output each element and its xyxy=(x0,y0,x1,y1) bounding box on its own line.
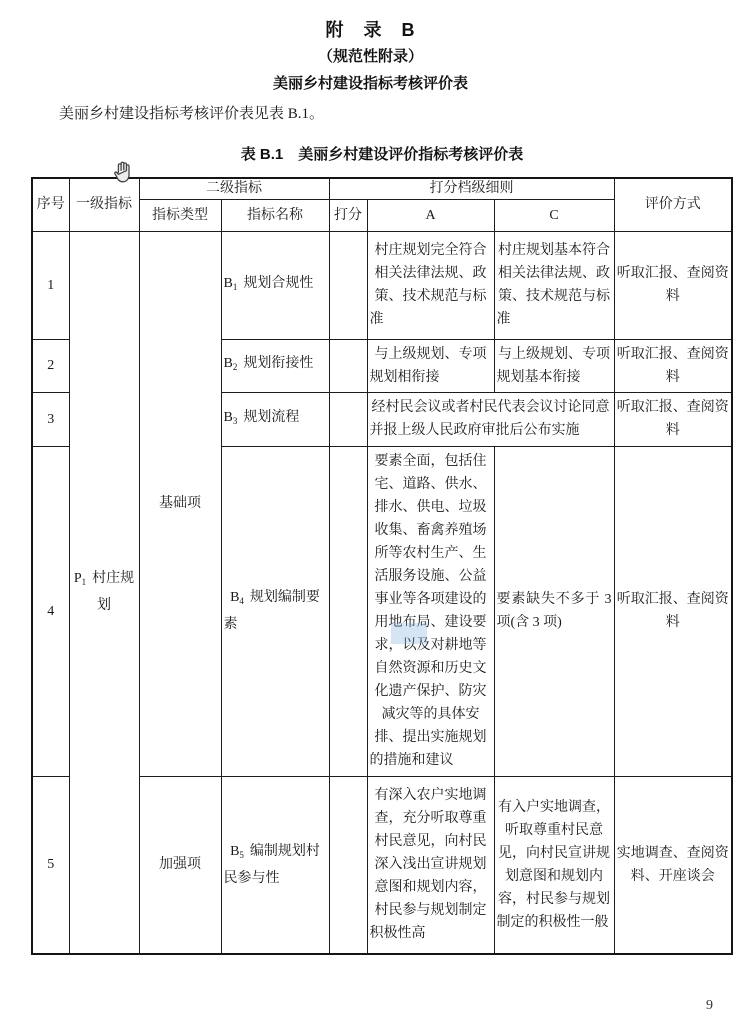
header-method: 评价方式 xyxy=(614,178,732,231)
method-cell: 听取汇报、查阅资料 xyxy=(614,446,732,776)
name-cell xyxy=(221,231,329,339)
method-cell: 听取汇报、查阅资料 xyxy=(614,392,732,446)
header-rules-group: 打分档级细则 xyxy=(329,178,614,199)
indicator-name: 村庄规划 xyxy=(92,571,135,614)
indicator-name: 规划编制要素 xyxy=(223,590,320,632)
score-cell xyxy=(329,339,367,392)
grade-a-cell: 与上级规划、专项规划相衔接 xyxy=(367,339,494,392)
indicator-sub: 3 xyxy=(232,415,238,426)
page-number: 9 xyxy=(706,998,713,1013)
indicator-code: B xyxy=(223,409,233,425)
grade-c-cell: 要素缺失不多于 3 项(含 3 项) xyxy=(494,446,614,776)
indicator-code: B xyxy=(223,356,233,371)
indicator-sub: 2 xyxy=(232,362,238,372)
grade-ac-merged-cell: 经村民会议或者村民代表会议讨论同意并报上级人民政府审批后公布实施 xyxy=(367,392,614,446)
intro-paragraph: 美丽乡村建设指标考核评价表见表 B.1。 xyxy=(59,106,325,122)
name-cell xyxy=(221,392,329,446)
grade-a-cell: 有深入农户实地调查，充分听取尊重村民意见，向村民深入浅出宣讲规划意图和规划内容，村民参与规划制定积极性高 xyxy=(367,776,494,954)
indicator-name: 规划流程 xyxy=(243,409,300,425)
seq-cell: 4 xyxy=(32,446,69,776)
grade-a-cell: 要素全面，包括住宅、道路、供水、排水、供电、垃圾收集、畜禽养殖场所等农村生产、生活服务设施、公益事业等各项建设的用地布局、建设要求，以及对耕地等自然资源和历史文化遗产保护、防灾减灾等的具体安排、提出实施规划的措施和建议 xyxy=(367,446,494,776)
indicator-name: 规划衔接性 xyxy=(243,356,314,371)
seq-cell: 1 xyxy=(32,231,69,339)
table-caption: 表 B.1 美丽乡村建设评价指标考核评价表 xyxy=(240,146,524,163)
name-cell xyxy=(221,446,329,776)
indicator-code: B xyxy=(230,843,240,859)
seq-cell: 5 xyxy=(32,776,69,954)
header-seq: 序号 xyxy=(32,178,69,231)
indicator-name: 规划合规性 xyxy=(243,275,314,291)
indicator-sub: 4 xyxy=(239,596,244,606)
score-cell xyxy=(329,231,367,339)
indicator-sub: 1 xyxy=(232,281,238,292)
grade-c-cell: 村庄规划基本符合相关法律法规、政策、技术规范与标准 xyxy=(494,231,614,339)
name-cell xyxy=(221,339,329,392)
header-secondary-group: 二级指标 xyxy=(139,178,329,199)
seq-cell: 2 xyxy=(32,339,69,392)
table-row xyxy=(32,231,732,339)
indicator-code: B xyxy=(223,275,233,291)
indicator-sub: 5 xyxy=(239,849,244,860)
hand-cursor-icon xyxy=(110,158,138,186)
grade-c-cell: 与上级规划、专项规划基本衔接 xyxy=(494,339,614,392)
method-cell: 听取汇报、查阅资料 xyxy=(614,231,732,339)
primary-indicator-cell xyxy=(69,231,139,954)
name-cell xyxy=(221,776,329,954)
type-cell-enhanced: 加强项 xyxy=(139,776,221,954)
score-cell xyxy=(329,776,367,954)
header-grade-a: A xyxy=(367,199,494,231)
grade-c-cell: 有入户实地调查，听取尊重村民意见，向村民宣讲规划意图和规划内容，村民参与规划制定的积极性一般 xyxy=(494,776,614,954)
indicator-code: B xyxy=(230,590,240,605)
seq-cell: 3 xyxy=(32,392,69,446)
header-grade-c: C xyxy=(494,199,614,231)
header-primary-indicator: 一级指标 xyxy=(69,178,139,231)
appendix-heading: 美丽乡村建设指标考核评价表 xyxy=(272,75,468,92)
header-score: 打分 xyxy=(329,199,367,231)
score-cell xyxy=(329,446,367,776)
assessment-table xyxy=(31,177,733,955)
appendix-subtitle: （规范性附录） xyxy=(317,48,423,65)
indicator-code: P xyxy=(73,571,82,587)
header-indicator-type: 指标类型 xyxy=(139,199,221,231)
method-cell: 实地调查、查阅资料、开座谈会 xyxy=(614,776,732,954)
indicator-sub: 1 xyxy=(81,577,87,588)
type-cell-basic: 基础项 xyxy=(139,231,221,776)
appendix-title: 附 录 B xyxy=(325,20,416,40)
header-indicator-name: 指标名称 xyxy=(221,199,329,231)
grade-a-cell: 村庄规划完全符合相关法律法规、政策、技术规范与标准 xyxy=(367,231,494,339)
indicator-name: 编制规划村民参与性 xyxy=(223,843,320,886)
score-cell xyxy=(329,392,367,446)
method-cell: 听取汇报、查阅资料 xyxy=(614,339,732,392)
